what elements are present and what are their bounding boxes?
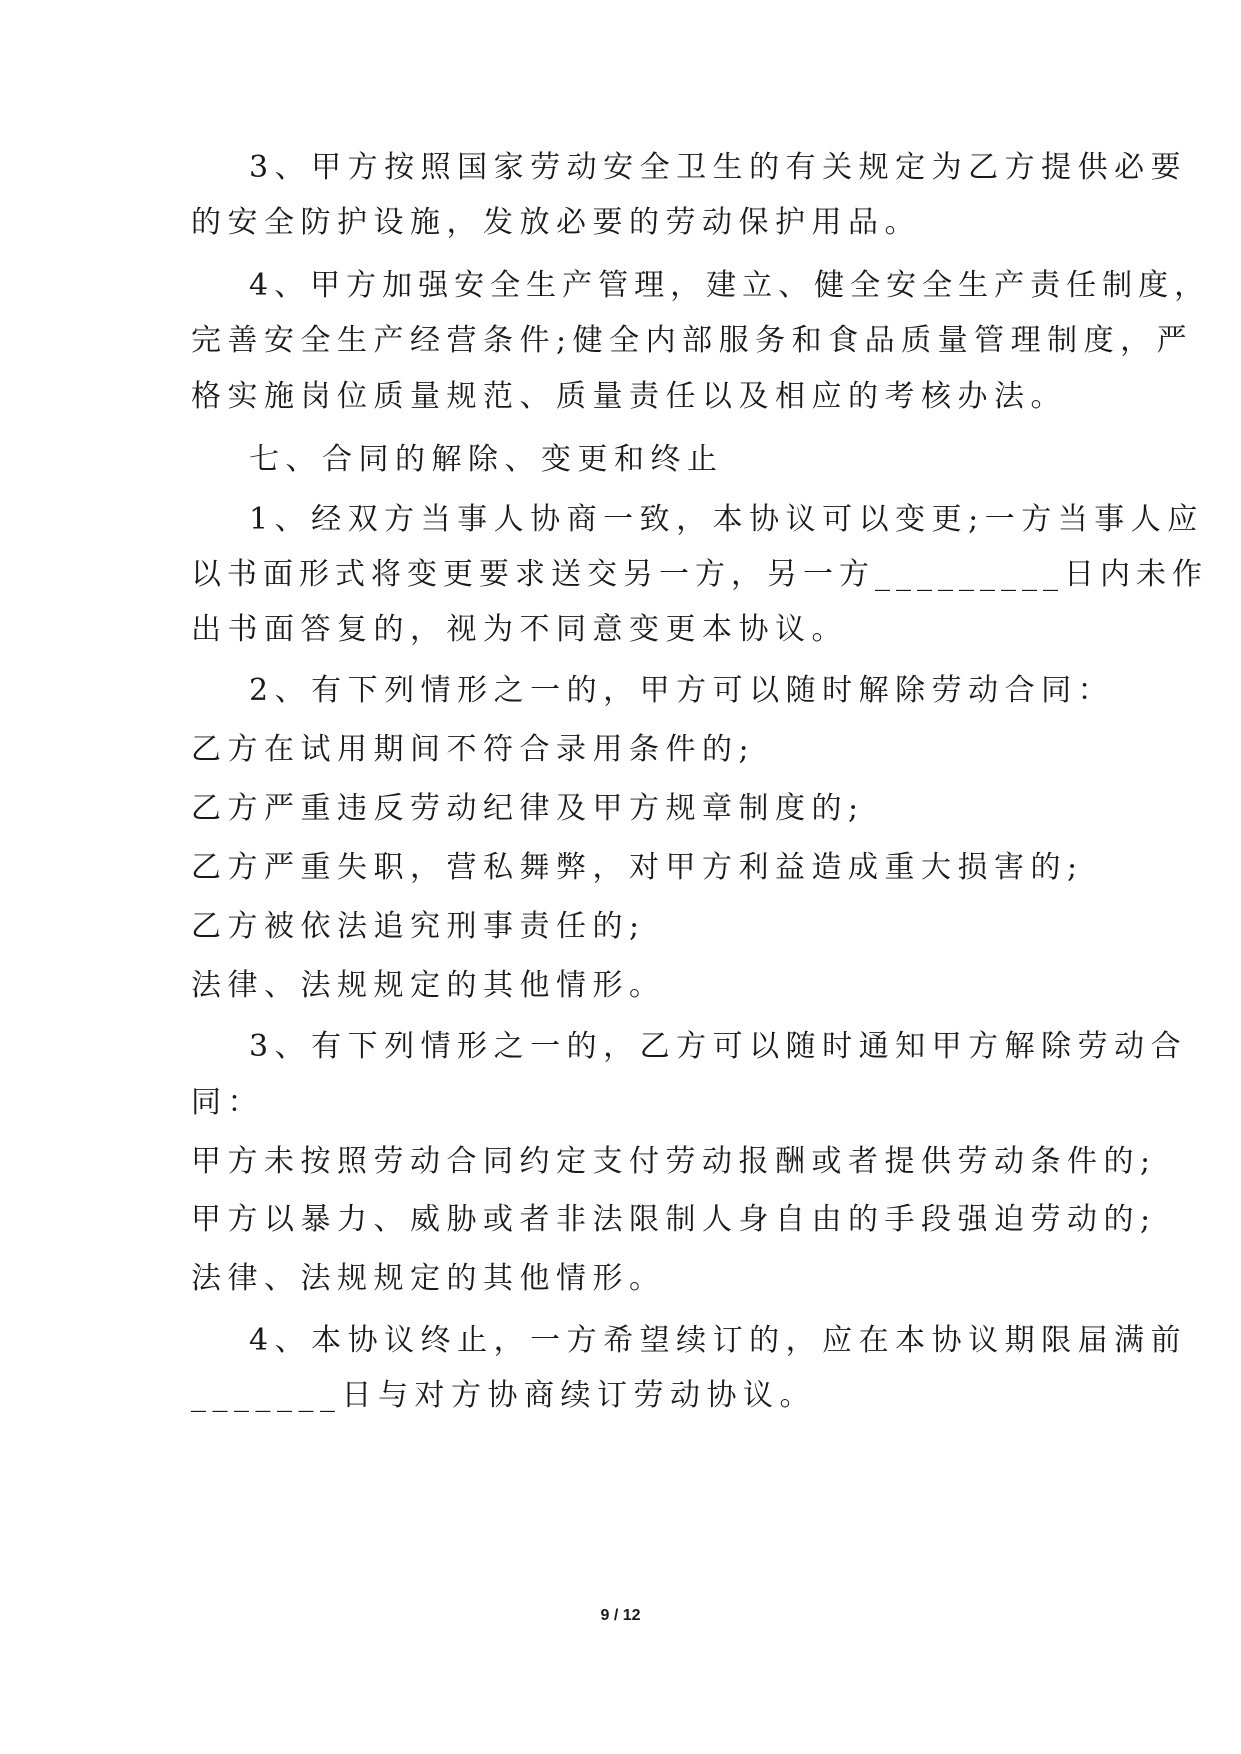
section-heading: 七、合同的解除、变更和终止 [249,442,724,477]
paragraph-line: 格实施岗位质量规范、质量责任以及相应的考核办法。 [191,379,1067,414]
paragraph-line: 完善安全生产经营条件;健全内部服务和食品质量管理制度，严 [191,323,1194,358]
paragraph-line: 1、经双方当事人协商一致，本协议可以变更;一方当事人应 [249,502,1204,537]
paragraph-line: 2、有下列情形之一的，甲方可以随时解除劳动合同： [249,673,1115,708]
list-item: 甲方未按照劳动合同约定支付劳动报酬或者提供劳动条件的; [191,1144,1157,1179]
list-item: 甲方以暴力、威胁或者非法限制人身自由的手段强迫劳动的; [191,1202,1157,1237]
paragraph-line: 出书面答复的，视为不同意变更本协议。 [191,612,848,647]
list-item: 乙方严重失职，营私舞弊，对甲方利益造成重大损害的; [191,850,1084,885]
list-item: 乙方在试用期间不符合录用条件的; [191,732,756,767]
page-number: 9 / 12 [600,1607,641,1624]
paragraph-line: 3、甲方按照国家劳动安全卫生的有关规定为乙方提供必要 [249,150,1188,185]
list-item: 乙方严重违反劳动纪律及甲方规章制度的; [191,791,865,826]
paragraph-line: 4、本协议终止，一方希望续订的，应在本协议期限届满前 [249,1323,1188,1358]
list-item: 乙方被依法追究刑事责任的; [191,909,646,944]
paragraph-line: 的安全防护设施，发放必要的劳动保护用品。 [191,205,921,240]
list-item: 法律、法规规定的其他情形。 [191,1261,666,1296]
paragraph-line: _______日与对方协商续订劳动协议。 [191,1378,816,1413]
paragraph-line: 以书面形式将变更要求送交另一方，另一方_________日内未作 [191,557,1208,592]
paragraph-line: 3、有下列情形之一的，乙方可以随时通知甲方解除劳动合 [249,1029,1188,1064]
list-item: 法律、法规规定的其他情形。 [191,968,666,1003]
paragraph-line: 4、甲方加强安全生产管理，建立、健全安全生产责任制度， [249,268,1211,303]
paragraph-line: 同： [191,1085,264,1120]
